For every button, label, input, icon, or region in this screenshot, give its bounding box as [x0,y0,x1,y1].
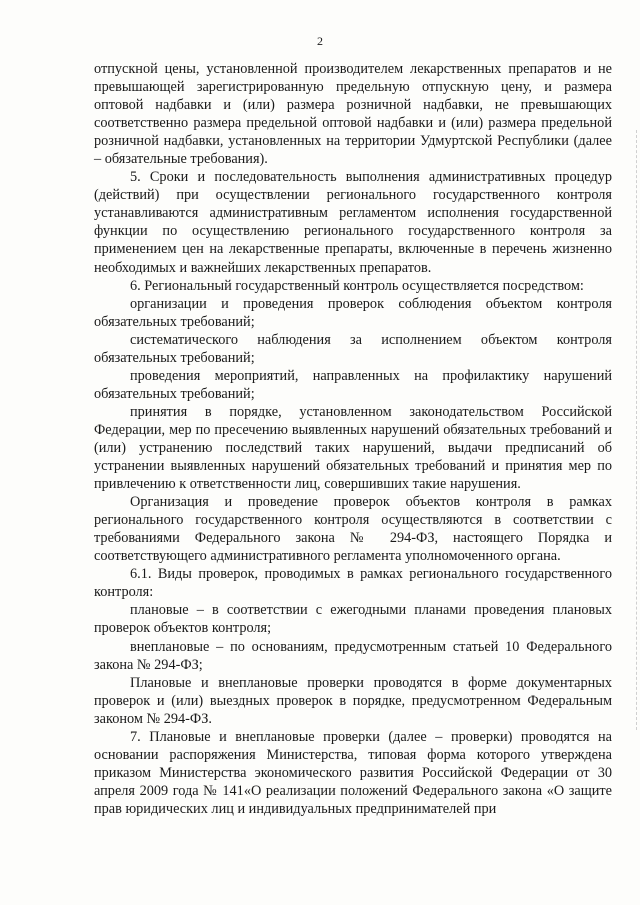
list-item-measures: принятия в порядке, установленном законодательством Российской Федерации, мер по пресечению выявленных нарушений обязательных требований и (или) устранению последствий таких нарушений, выдачи предписаний об устранении выявленных нарушений обязательных требований и принятия мер по привлечению к ответственности лиц, совершивших такие нарушения. [94,403,612,493]
paragraph-inspection-forms: Плановые и внеплановые проверки проводятся в форме документарных проверок и (или) выездных проверок в порядке, предусмотренном Федеральным законом № 294-ФЗ. [94,674,612,727]
paragraph-6-1: 6.1. Виды проверок, проводимых в рамках регионального государственного контроля: [94,566,612,601]
list-item-prevention: проведения мероприятий, направленных на профилактику нарушений обязательных требований; [94,367,612,402]
document-body [94,60,612,818]
list-item-monitoring: систематического наблюдения за исполнением объектом контроля обязательных требований; [94,331,612,366]
paragraph-6: 6. Региональный государственный контроль осуществляется посредством: [130,277,584,294]
list-item-unplanned: внеплановые – по основаниям, предусмотренным статьей 10 Федерального закона № 294-ФЗ; [94,638,612,673]
page-number: 2 [317,34,323,48]
scan-edge-divider [635,130,637,730]
paragraph-7: 7. Плановые и внеплановые проверки (далее – проверки) проводятся на основании распоряжения Министерства, типовая форма которого утверждена приказом Министерства экономического развития Российской Федерации от 30 апреля 2009 года № 141«О реализации положений Федерального закона «О защите прав юридических лиц и индивидуальных предпринимателей при [94,728,612,817]
paragraph-price-definition: отпускной цены, установленной производителем лекарственных препаратов и не превышающей зарегистрированную предельную отпускную цену, и размера оптовой надбавки и (или) размера розничной надбавки, не превышающих соответственно размера предельной оптовой надбавки и (или) размера предельной розничной надбавки, установленных на территории Удмуртской Республики (далее – обязательные требования). [94,61,612,168]
paragraph-organization: Организация и проведение проверок объектов контроля в рамках регионального государственного контроля осуществляются в соответствии с требованиями Федерального закона № 294-ФЗ, настоящего Порядка и соответствующего административного регламента уполномоченного органа. [94,494,612,565]
paragraph-5: 5. Сроки и последовательность выполнения административных процедур (действий) при осуществлении регионального государственного контроля устанавливаются административным регламентом исполнения государственной функции по осуществлению регионального государственного контроля за применением цен на лекарственные препараты, включенные в перечень жизненно необходимых и важнейших лекарственных препаратов. [94,169,612,276]
list-item-inspections: организации и проведения проверок соблюдения объектом контроля обязательных требований; [94,295,612,330]
list-item-planned: плановые – в соответствии с ежегодными планами проведения плановых проверок объектов контроля; [94,602,612,637]
